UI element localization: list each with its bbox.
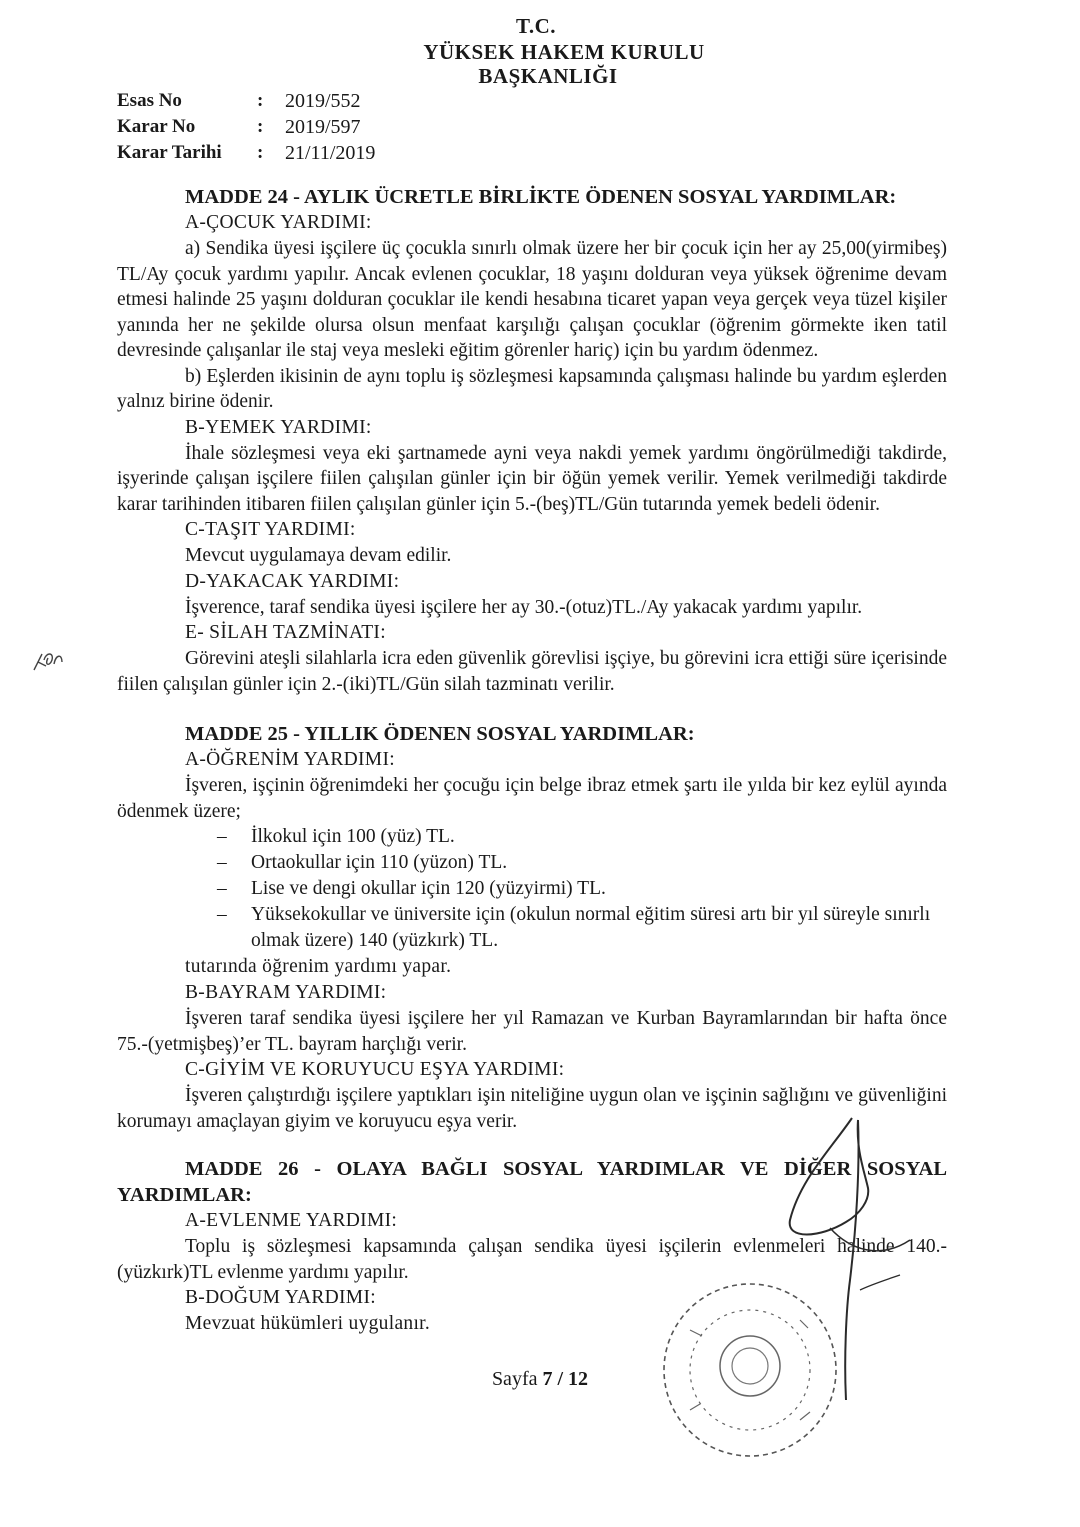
madde-26-b-p1: Mevzuat hükümleri uygulanır. <box>185 1313 431 1334</box>
header-institution: YÜKSEK HAKEM KURULU <box>423 40 705 64</box>
karar-row <box>117 114 375 140</box>
list-item: – Ortaokullar için 110 (yüzon) TL. <box>217 850 947 876</box>
madde-24-d-p1: İşverence, taraf sendika üyesi işçilere her ay 30.-(otuz)TL./Ay yakacak yardımı yapılır. <box>185 596 863 618</box>
madde-25-title: MADDE 25 - YILLIK ÖDENEN SOSYAL YARDIMLAR: <box>185 723 695 745</box>
colon: : <box>257 116 264 137</box>
header-tc: T.C. <box>515 14 557 38</box>
page-total: 12 <box>568 1368 589 1390</box>
madde-25-b-title: B-BAYRAM YARDIMI: <box>185 982 387 1003</box>
madde-25-a-p1: İşveren, işçinin öğrenimdeki her çocuğu için belge ibraz etmek şartı ile yılda bir kez eylül ayında ödenmek üzere; <box>117 775 947 822</box>
document-header <box>0 14 1080 39</box>
colon: : <box>257 142 264 163</box>
madde-25-b-p1: İşveren taraf sendika üyesi işçilere her yıl Ramazan ve Kurban Bayramlarından bir hafta önce 75.-(yetmişbeş)’er TL. bayram harçlığı verir. <box>117 1008 947 1055</box>
madde-26-title: MADDE 26 - OLAYA BAĞLI SOSYAL YARDIMLAR VE DİĞER SOSYAL YARDIMLAR: <box>117 1158 947 1206</box>
karar-value: 2019/597 <box>285 116 361 138</box>
esas-row <box>117 88 375 114</box>
madde-24-title: MADDE 24 - AYLIK ÜCRETLE BİRLİKTE ÖDENEN SOSYAL YARDIMLAR: <box>185 186 897 208</box>
madde-24-c-title: C-TAŞIT YARDIMI: <box>185 519 356 540</box>
madde-24-a-p1: a) Sendika üyesi işçilere üç çocukla sınırlı olmak üzere her bir çocuk için her ay 25,00(yirmibeş) TL/Ay çocuk yardımı yapılır. Ancak evlenen çocuklar, 18 yaşını dolduran veya yüksek öğrenime devam etmesi halinde 25 yaşını dolduran çocuklar ile kendi hesabına ticaret yapan veya gerçek veya tüzel kişiler yanında her ne şekilde olursa olsun menfaat karşılığı çalışan çocuklar (öğrenim görmekte iken tatil devresinde çalışanlar ile staj veya mesleki eğitim görenler hariç) için bu yardım ödenmez. <box>117 238 947 361</box>
page-current: 7 <box>542 1368 553 1390</box>
madde-25-a-title: A-ÖĞRENİM YARDIMI: <box>185 749 395 770</box>
madde-24-b-p1: İhale sözleşmesi veya eki şartnamede ayni veya nakdi yemek yardımı öngörülmediği takdirde, işyerinde çalışan işçilere fiilen çalışılan günler için bir öğün yemek verilir. Yemek verilmediği takdirde karar tarihinden itibaren fiilen çalışılan günler için 5.-(beş)TL/Gün tutarında yemek bedeli ödenir. <box>117 442 947 515</box>
madde-24-e-title: E- SİLAH TAZMİNATI: <box>185 622 386 643</box>
margin-initials-icon <box>28 640 68 680</box>
institution-name <box>0 40 1080 65</box>
institution-subname <box>0 64 1080 89</box>
tarih-row <box>117 140 375 166</box>
madde-25-c-p1: İşveren çalıştırdığı işçilere yaptıkları işin niteliğine uygun olan ve işçinin sağlığını ve güvenliğini korumayı amaçlayan giyim ve koruyucu eşya verir. <box>117 1085 947 1132</box>
madde-24-e-p1: Görevini ateşli silahlarla icra eden güvenlik görevlisi işçiye, bu görevini icra ettiği süre içerisinde fiilen çalışılan günler için 2.-(iki)TL/Gün silah tazminatı verilir. <box>117 648 947 695</box>
esas-label: Esas No <box>117 90 182 111</box>
official-round-seal-icon <box>650 1270 850 1470</box>
madde-24-b-title: B-YEMEK YARDIMI: <box>185 416 372 438</box>
madde-24-a-p2: b) Eşlerden ikisinin de aynı toplu iş sözleşmesi kapsamında çalışması halinde bu yardım eşlerden yalnız birine ödenir. <box>117 365 947 412</box>
spacer <box>117 697 947 721</box>
tarih-value: 21/11/2019 <box>285 142 376 164</box>
madde-24-c-p1: Mevcut uygulamaya devam edilir. <box>185 545 452 566</box>
list-item: – Lise ve dengi okullar için 120 (yüzyirmi) TL. <box>217 876 947 902</box>
karar-label: Karar No <box>117 116 196 137</box>
madde-26-a-title: A-EVLENME YARDIMI: <box>185 1210 398 1231</box>
madde-25-c-title: C-GİYİM VE KORUYUCU EŞYA YARDIMI: <box>185 1059 565 1080</box>
madde-24-a-title: A-ÇOCUK YARDIMI: <box>185 212 372 233</box>
page-separator: / <box>557 1368 564 1390</box>
colon: : <box>257 90 264 111</box>
header-baskanlik: BAŞKANLIĞI <box>478 64 618 88</box>
madde-26-a-p1: Toplu iş sözleşmesi kapsamında çalışan sendika üyesi işçilerin evlenmeleri halinde 140.-(yüzkırk)TL evlenme yardımı yapılır. <box>117 1236 947 1283</box>
madde-26-b-title: B-DOĞUM YARDIMI: <box>185 1287 376 1308</box>
tarih-label: Karar Tarihi <box>117 142 222 163</box>
list-item: – Yüksekokullar ve üniversite için (okulun normal eğitim süresi artı bir yıl süreyle sınırlı olmak üzere) 140 (yüzkırk) TL. <box>217 902 947 954</box>
madde-25-a-p2: tutarında öğrenim yardımı yapar. <box>185 956 452 977</box>
case-metadata <box>117 88 375 166</box>
esas-value: 2019/552 <box>285 90 361 112</box>
list-item: – İlkokul için 100 (yüz) TL. <box>217 824 947 850</box>
page-word: Sayfa <box>491 1368 538 1390</box>
tuition-list <box>217 824 947 954</box>
madde-24-d-title: D-YAKACAK YARDIMI: <box>185 570 400 592</box>
